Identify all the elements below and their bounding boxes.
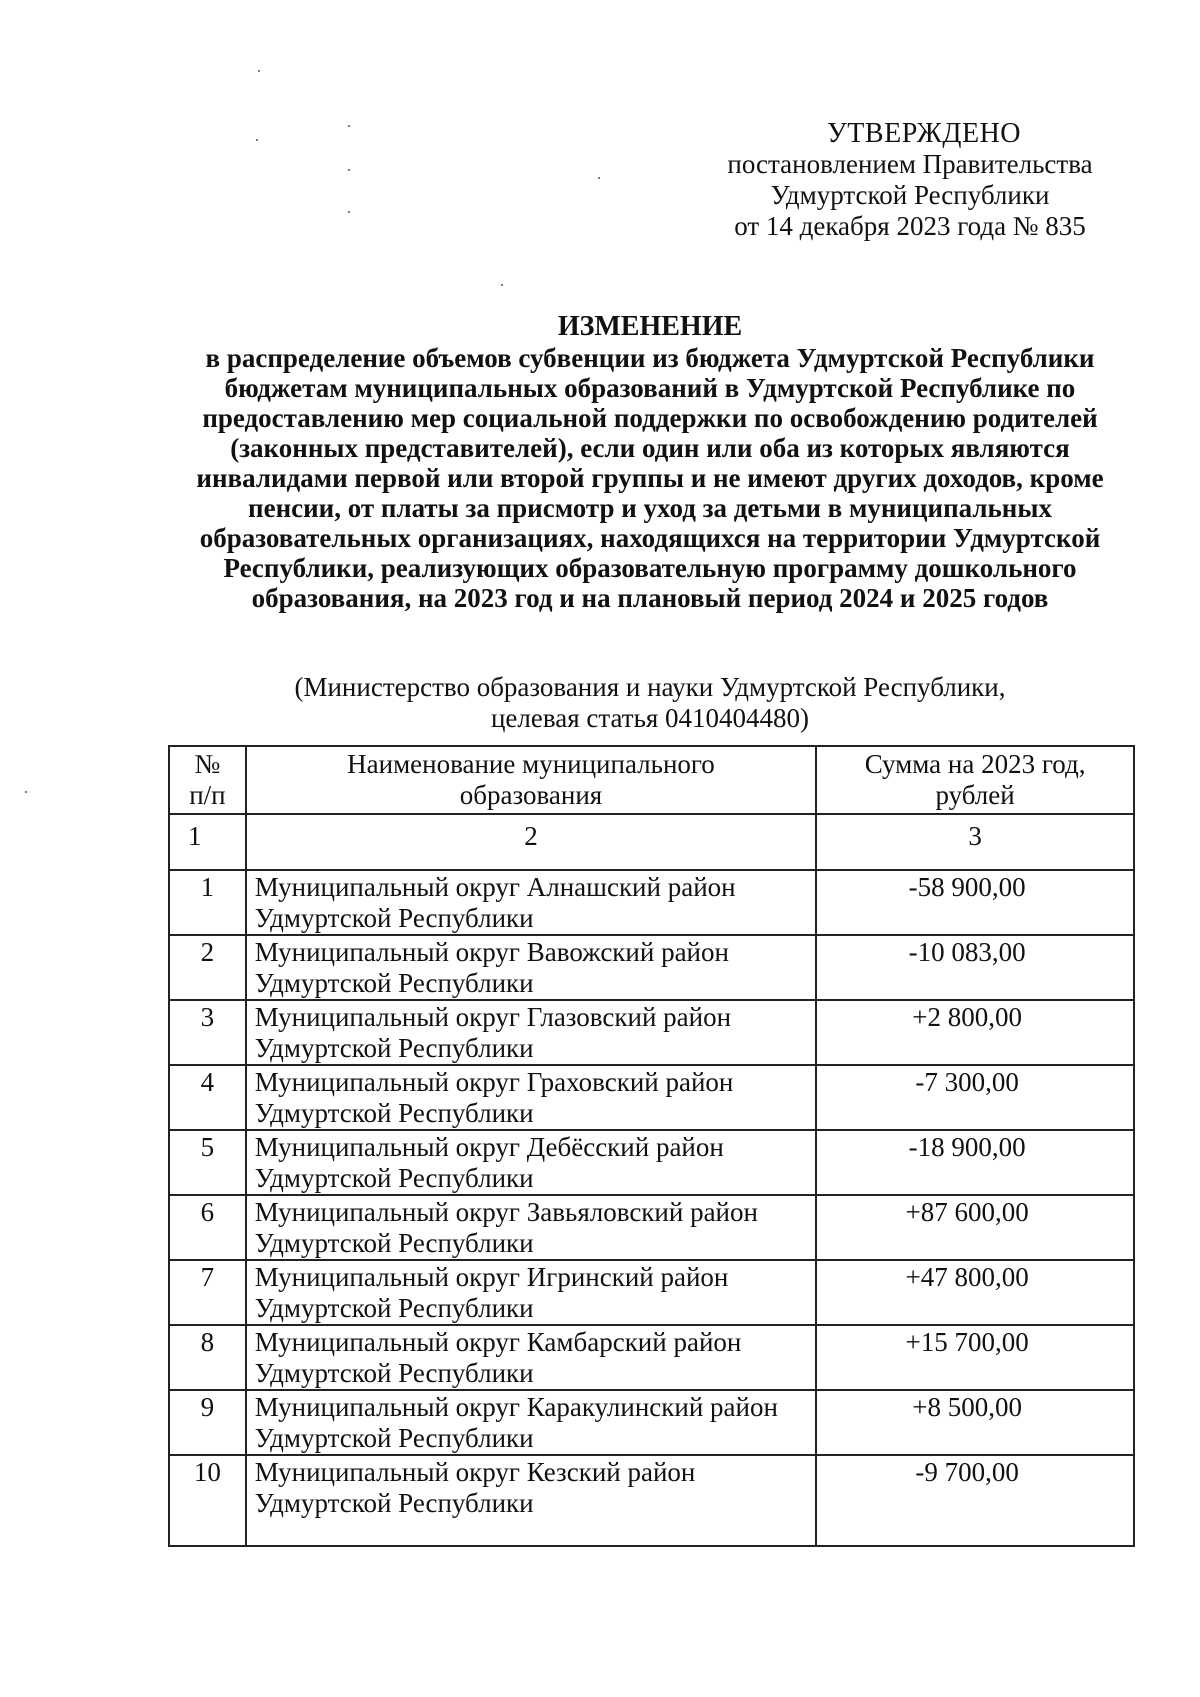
scan-speck xyxy=(348,169,350,171)
row-number: 10 xyxy=(169,1455,246,1546)
row-number: 3 xyxy=(169,1000,246,1065)
row-name xyxy=(246,870,816,935)
title-line: образовательных организациях, находящихся на территории Удмуртской xyxy=(199,523,1101,553)
row-amount: +87 600,00 xyxy=(816,1195,1134,1260)
scan-speck xyxy=(256,139,258,141)
column-index: 1 xyxy=(169,814,246,870)
scan-speck xyxy=(501,284,503,286)
scan-speck xyxy=(25,791,27,793)
table-header-row xyxy=(169,746,1134,814)
row-name xyxy=(246,1065,816,1130)
title-line: предоставлению мер социальной поддержки по освобождению родителей xyxy=(202,403,1098,433)
row-amount: -10 083,00 xyxy=(816,935,1134,1000)
header-sum-line: Сумма на 2023 год, xyxy=(864,749,1086,779)
allocation-table xyxy=(168,745,1135,1547)
row-name-line: Удмуртской Республики xyxy=(254,968,534,998)
header-sum-line: рублей xyxy=(935,780,1015,810)
row-amount: -58 900,00 xyxy=(816,870,1134,935)
row-amount: -9 700,00 xyxy=(816,1455,1134,1546)
header-sum xyxy=(816,746,1134,814)
row-name-line: Удмуртской Республики xyxy=(254,1163,534,1193)
row-name xyxy=(246,1260,816,1325)
table-row xyxy=(169,1455,1134,1546)
table-row xyxy=(169,1390,1134,1455)
row-name-line: Муниципальный округ Вавожский район xyxy=(254,937,729,967)
column-index: 3 xyxy=(816,814,1134,870)
title-line: бюджетам муниципальных образований в Удмуртской Республике по xyxy=(224,373,1076,403)
table-row xyxy=(169,1260,1134,1325)
row-name-line: Муниципальный округ Завьяловский район xyxy=(254,1197,758,1227)
row-name-line: Муниципальный округ Граховский район xyxy=(254,1067,734,1097)
row-name xyxy=(246,1000,816,1065)
row-name-line: Муниципальный округ Алнашский район xyxy=(254,872,736,902)
scan-speck xyxy=(348,125,350,127)
ministry-line: (Министерство образования и науки Удмуртской Республики, xyxy=(294,672,1006,702)
table-row xyxy=(169,1325,1134,1390)
row-number: 8 xyxy=(169,1325,246,1390)
row-name-line: Удмуртской Республики xyxy=(254,1423,534,1453)
row-name-line: Муниципальный округ Игринский район xyxy=(254,1262,729,1292)
row-name-line: Удмуртской Республики xyxy=(254,1228,534,1258)
approval-line: постановлением Правительства xyxy=(727,149,1093,179)
row-name-line: Муниципальный округ Каракулинский район xyxy=(254,1392,778,1422)
table-row xyxy=(169,1195,1134,1260)
approval-stamp xyxy=(700,118,1120,242)
header-number-line: п/п xyxy=(189,780,226,810)
table-row xyxy=(169,935,1134,1000)
header-name xyxy=(246,746,816,814)
document-heading: ИЗМЕНЕНИЕ xyxy=(557,311,743,342)
approval-line: Удмуртской Республики xyxy=(770,180,1050,210)
row-name-line: Муниципальный округ Кезский район xyxy=(254,1457,696,1487)
row-amount: -18 900,00 xyxy=(816,1130,1134,1195)
scan-speck xyxy=(258,70,260,72)
row-name xyxy=(246,1130,816,1195)
column-index: 2 xyxy=(246,814,816,870)
title-line: пенсии, от платы за присмотр и уход за детьми в муниципальных xyxy=(248,493,1052,523)
approval-date-line: от 14 декабря 2023 года № 835 xyxy=(734,211,1086,241)
row-amount: +15 700,00 xyxy=(816,1325,1134,1390)
title-line: в распределение объемов субвенции из бюджета Удмуртской Республики xyxy=(205,343,1095,373)
approval-title: УТВЕРЖДЕНО xyxy=(826,118,1022,149)
title-line: образования, на 2023 год и на плановый период 2024 и 2025 годов xyxy=(251,583,1049,613)
header-number xyxy=(169,746,246,814)
row-number: 9 xyxy=(169,1390,246,1455)
row-number: 6 xyxy=(169,1195,246,1260)
title-line: инвалидами первой или второй группы и не имеют других доходов, кроме xyxy=(196,463,1104,493)
table-row xyxy=(169,1065,1134,1130)
row-name xyxy=(246,935,816,1000)
ministry-note xyxy=(170,672,1130,734)
row-number: 2 xyxy=(169,935,246,1000)
row-name-line: Удмуртской Республики xyxy=(254,1293,534,1323)
row-amount: +2 800,00 xyxy=(816,1000,1134,1065)
row-amount: +47 800,00 xyxy=(816,1260,1134,1325)
target-article-line: целевая статья 0410404480) xyxy=(490,703,810,733)
row-name xyxy=(246,1325,816,1390)
scan-speck xyxy=(598,177,600,179)
table-row xyxy=(169,1130,1134,1195)
scan-speck xyxy=(348,211,350,213)
row-number: 5 xyxy=(169,1130,246,1195)
row-amount: +8 500,00 xyxy=(816,1390,1134,1455)
row-name-line: Удмуртской Республики xyxy=(254,1488,534,1518)
row-name-line: Муниципальный округ Дебёсский район xyxy=(254,1132,724,1162)
header-number-line: № xyxy=(194,749,221,779)
row-number: 1 xyxy=(169,870,246,935)
row-name-line: Удмуртской Республики xyxy=(254,1033,534,1063)
row-name-line: Удмуртской Республики xyxy=(254,1358,534,1388)
row-name xyxy=(246,1195,816,1260)
row-name-line: Муниципальный округ Камбарский район xyxy=(254,1327,742,1357)
row-name-line: Удмуртской Республики xyxy=(254,903,534,933)
header-name-line: Наименование муниципального xyxy=(347,749,715,779)
table-row xyxy=(169,870,1134,935)
row-amount: -7 300,00 xyxy=(816,1065,1134,1130)
row-name xyxy=(246,1390,816,1455)
row-name-line: Удмуртской Республики xyxy=(254,1098,534,1128)
row-name-line: Муниципальный округ Глазовский район xyxy=(254,1002,732,1032)
header-name-line: образования xyxy=(459,780,603,810)
title-line: Республики, реализующих образовательную программу дошкольного xyxy=(223,553,1077,583)
row-number: 7 xyxy=(169,1260,246,1325)
title-line: (законных представителей), если один или оба из которых являются xyxy=(230,433,1070,463)
row-number: 4 xyxy=(169,1065,246,1130)
row-name xyxy=(246,1455,816,1546)
column-index-row xyxy=(169,814,1134,870)
document-title xyxy=(170,312,1130,613)
table-row xyxy=(169,1000,1134,1065)
